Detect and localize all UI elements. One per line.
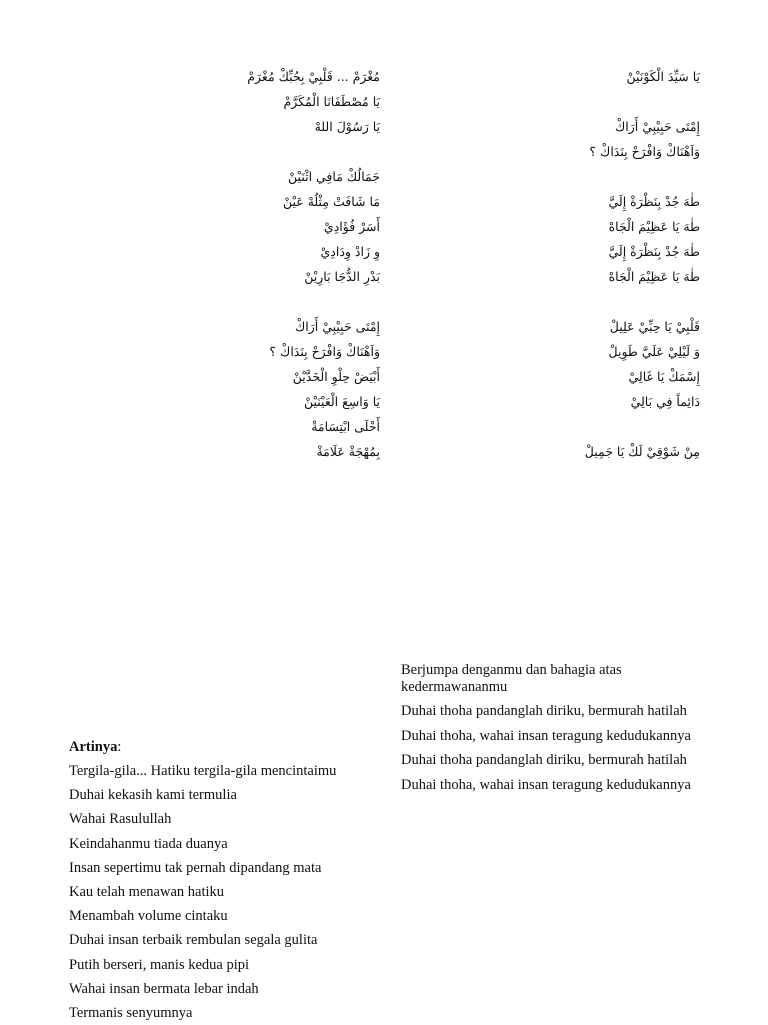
arabic-line: مَا شَافَتْ مِثْلُهْ عَيْنْ: [282, 194, 380, 209]
translation-line: Putih berseri, manis kedua pipi: [69, 956, 250, 973]
arabic-line: إِسْمَكْ يَا غَالِيْ: [628, 369, 700, 384]
arabic-line: جَمَالُكْ مَافِي اثْنَيْنْ: [288, 169, 380, 184]
translation-line: Duhai thoha, wahai insan teragung kedudukannya: [401, 776, 691, 793]
translation-heading-text: Artinya: [69, 739, 118, 755]
arabic-line: إِمْتَى حَبِيْبِيْ أَرَاكْ: [614, 119, 700, 134]
arabic-line: وَ لَيْلِيْ عَلَيَّ طَوِيلْ: [608, 344, 700, 359]
arabic-line: يَا وَاسِعَ الْعَيْنَيْنْ: [303, 394, 380, 409]
arabic-line: طٰهَ جُدْ بِنَظْرَةْ إِلَيَّ: [608, 194, 700, 209]
arabic-line: مِنْ شَوْقِيْ لَكْ يَا جَمِيلْ: [584, 444, 700, 459]
translation-column-left: [69, 735, 389, 1025]
arabic-line: وَاَهْنَاكْ وَافْرَحْ بِنَدَاكْ ؟: [269, 344, 380, 359]
translation-heading: [69, 735, 389, 759]
arabic-line: يَا رَسُوْلَ اللهْ: [314, 119, 380, 134]
translation-line: Termanis senyumnya: [69, 1004, 193, 1021]
arabic-line: إِمْتَى حَبِيْبِيْ أَرَاكْ: [294, 319, 380, 334]
arabic-column-right: [560, 64, 700, 464]
translation-line: Duhai thoha pandanglah diriku, bermurah hatilah: [401, 752, 687, 768]
translation-line: Berjumpa denganmu dan bahagia atas kedermawananmu: [401, 662, 622, 695]
arabic-column-left: [180, 64, 380, 464]
stanza-gap: [180, 289, 380, 314]
translation-line: Kau telah menawan hatiku: [69, 883, 225, 900]
arabic-line: يَا مُصْطَفَانَا الْمُكَرَّمْ: [283, 94, 380, 109]
translation-line: Keindahanmu tiada duanya: [69, 835, 228, 852]
arabic-line: يَا سَيِّدَ الْكَوْنَيْنْ: [626, 69, 700, 84]
translation-line: Wahai Rasulullah: [69, 811, 172, 828]
arabic-line: وَاَهْنَاكْ وَافْرَحْ بِنَدَاكْ ؟: [589, 144, 700, 159]
translation-line: Duhai thoha pandanglah diriku, bermurah hatilah: [401, 703, 687, 719]
translation-column-right: [401, 662, 701, 801]
stanza-gap: [560, 164, 700, 189]
translation-line: Duhai kekasih kami termulia: [69, 787, 237, 804]
translation-line: Duhai thoha, wahai insan teragung kedudukannya: [401, 727, 691, 744]
arabic-line: وِ زَادْ وِدَادِيْ: [320, 244, 380, 259]
translation-line: Insan sepertimu tak pernah dipandang mata: [69, 859, 322, 876]
stanza-gap: [180, 139, 380, 164]
translation-line: Wahai insan bermata lebar indah: [69, 980, 259, 997]
translation-line: Tergila-gila... Hatiku tergila-gila mencintaimu: [69, 763, 337, 779]
stanza-gap: [560, 289, 700, 314]
arabic-line: بَدْرِ الدُّجَا بَارِيْنْ: [304, 269, 380, 284]
translation-line: Menambah volume cintaku: [69, 908, 228, 925]
stanza-gap: [560, 89, 700, 114]
arabic-line: بِمُهْجَةْ عَلَامَةْ: [316, 444, 380, 459]
arabic-line: طٰهَ يَا عَظِيْمَ الْجَاهْ: [608, 269, 700, 284]
arabic-line: أَحْلَى ابْتِسَامَةْ: [311, 419, 380, 434]
arabic-line: مُغْرَمْ ... قَلْبِيْ بِحُبِّكْ مُغْرَمْ: [247, 69, 380, 84]
arabic-line: أَبْيَضْ حِلْوِ الْخَدَّيْنْ: [292, 369, 380, 384]
arabic-line: طٰهَ جُدْ بِنَظْرَةْ إِلَيَّ: [608, 244, 700, 259]
arabic-line: طٰهَ يَا عَظِيْمَ الْجَاهْ: [608, 219, 700, 234]
arabic-line: قَلْبِيْ يَا حِبِّيْ عَلِيلْ: [609, 319, 700, 334]
arabic-line: دَائِماً فِي بَالِيْ: [630, 394, 700, 409]
stanza-gap: [560, 414, 700, 439]
translation-line: Duhai insan terbaik rembulan segala gulita: [69, 932, 318, 949]
translation-heading-colon: :: [117, 739, 122, 755]
arabic-line: أَسَرْ فُؤَادِيْ: [323, 219, 380, 234]
